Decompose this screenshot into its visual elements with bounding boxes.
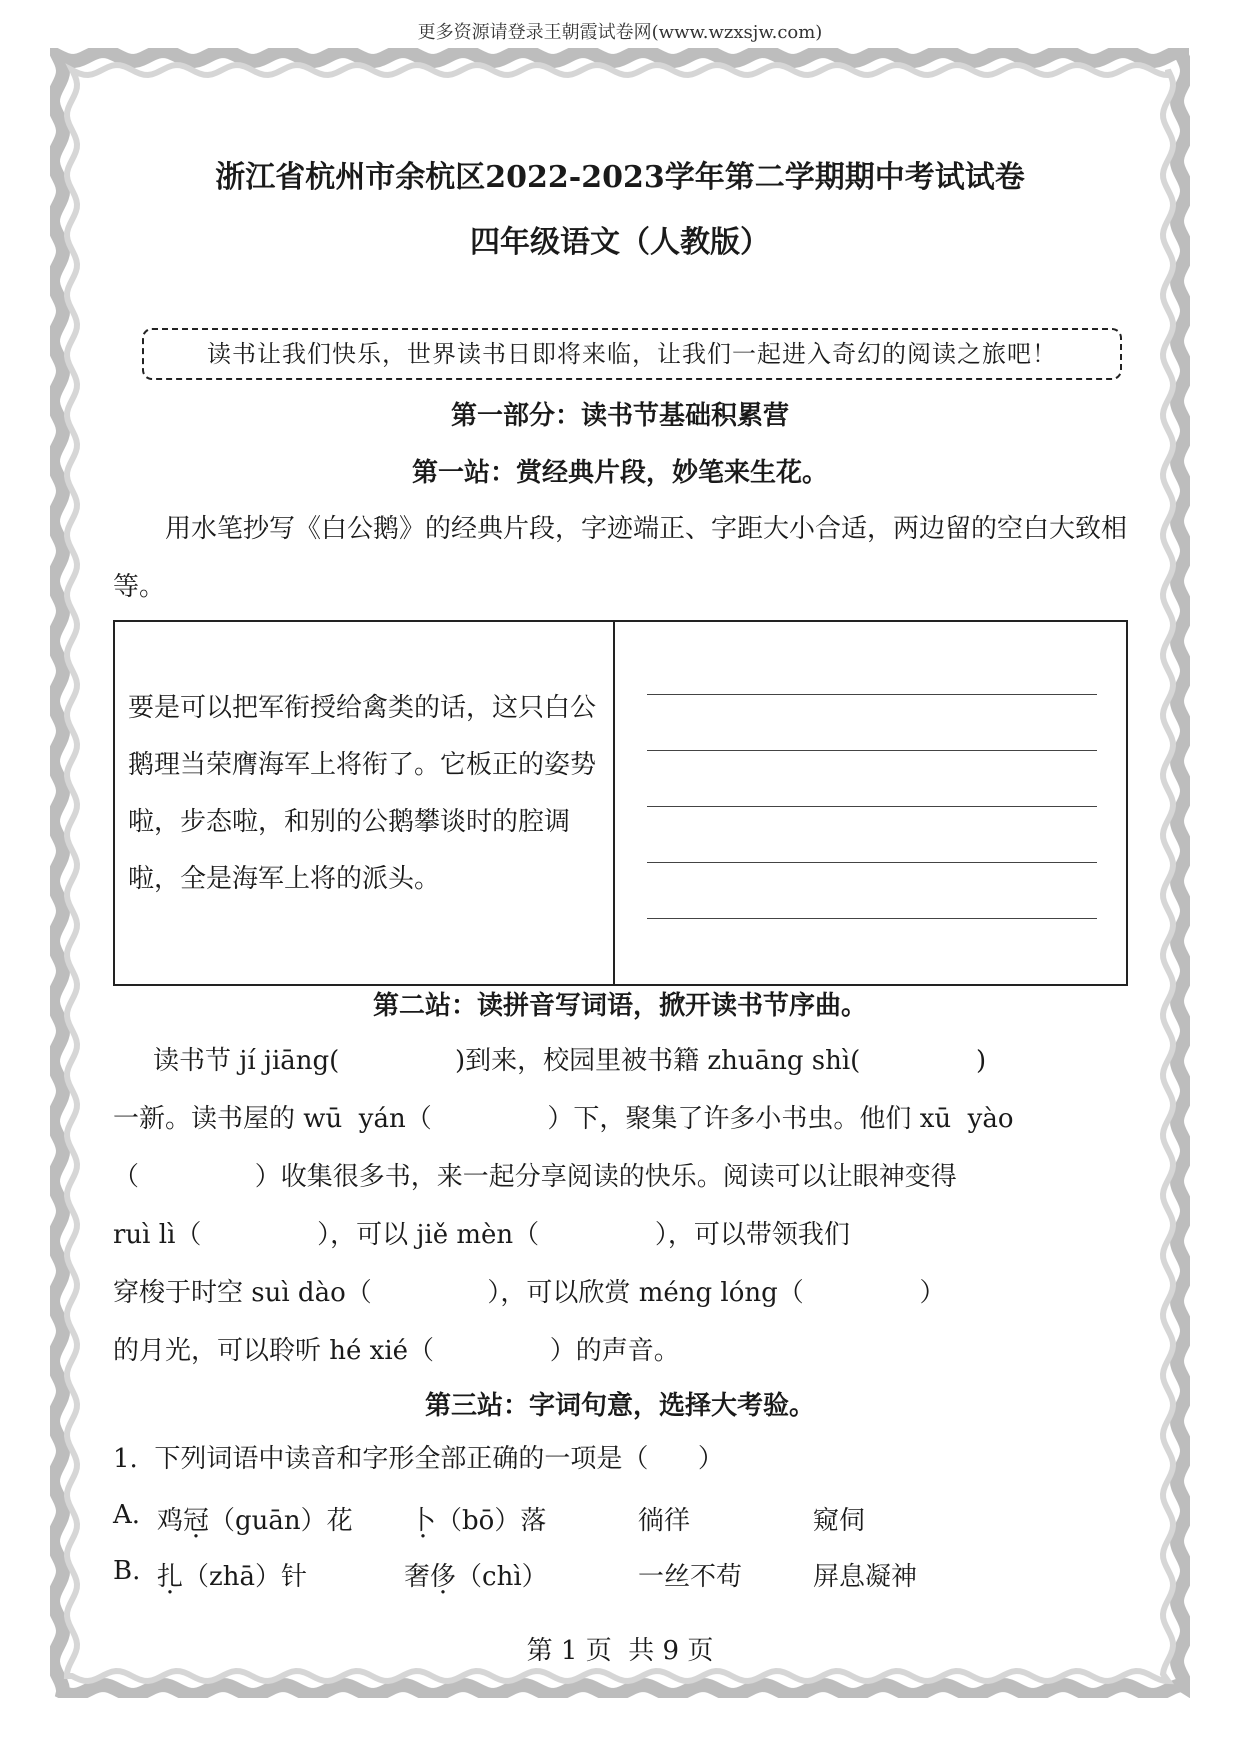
pinyin-line: （ ）收集很多书，来一起分享阅读的快乐。阅读可以让眼神变得 <box>113 1162 957 1192</box>
copy-table <box>113 620 1128 986</box>
pinyin-line: 的月光，可以聆听 hé xié（ ）的声音。 <box>113 1336 680 1366</box>
option-b-word3: 一丝不苟 <box>638 1562 743 1592</box>
station1-heading: 第一站：赏经典片段，妙笔来生花。 <box>411 458 828 488</box>
option-a-word1: 鸡冠（guān）花 <box>157 1506 353 1536</box>
pinyin-line: 一新。读书屋的 wū yán（ ）下，聚集了许多小书虫。他们 xū yào <box>113 1104 1014 1134</box>
station2-heading: 第二站：读拼音写词语，掀开读书节序曲。 <box>372 991 867 1021</box>
question-1: 1. 下列词语中读音和字形全部正确的一项是（ ） <box>113 1444 724 1474</box>
exam-title: 浙江省杭州市余杭区2022-2023学年第二学期期中考试试卷 <box>215 160 1025 195</box>
station2-text <box>113 1032 1130 1380</box>
option-a-word4: 窥伺 <box>813 1506 866 1536</box>
part1-heading: 第一部分：读书节基础积累营 <box>450 401 789 431</box>
option-b-label: B. <box>113 1556 141 1586</box>
option-b-word2: 奢侈（chì） <box>404 1562 548 1592</box>
writing-line[interactable] <box>647 750 1097 751</box>
station3-heading: 第三站：字词句意，选择大考验。 <box>424 1391 815 1421</box>
writing-line[interactable] <box>647 918 1097 919</box>
pinyin-line: ruì lì（ ），可以 jiě mèn（ ），可以带领我们 <box>113 1220 850 1250</box>
option-b-word1: 扎（zhā）针 <box>157 1562 307 1592</box>
option-b-word4: 屏息凝神 <box>813 1562 918 1592</box>
passage-cell <box>115 622 615 984</box>
site-header: 更多资源请登录王朝霞试卷网(www.wzxsjw.com) <box>417 22 823 43</box>
option-a-word2: 卜（bō）落 <box>410 1506 547 1536</box>
writing-line[interactable] <box>647 862 1097 863</box>
option-b[interactable] <box>113 1556 140 1586</box>
pinyin-line: 读书节 jí jiāng( )到来，校园里被书籍 zhuāng shì( ) <box>153 1046 987 1076</box>
option-a[interactable] <box>113 1500 140 1530</box>
option-a-word3: 徜徉 <box>638 1506 691 1536</box>
pinyin-line: 穿梭于时空 suì dào（ ），可以欣赏 méng lóng（ ） <box>113 1278 946 1308</box>
writing-line[interactable] <box>647 806 1097 807</box>
writing-line[interactable] <box>647 694 1097 695</box>
slogan-box: 读书让我们快乐，世界读书日即将来临，让我们一起进入奇幻的阅读之旅吧！ <box>142 328 1122 380</box>
passage-text: 要是可以把军衔授给禽类的话，这只白公鹅理当荣膺海军上将衔了。它板正的姿势啦，步态啦，和别的公鹅攀谈时的腔调啦，全是海军上将的派头。 <box>128 693 597 894</box>
exam-subtitle: 四年级语文（人教版） <box>470 225 770 260</box>
page-footer: 第 1 页 共 9 页 <box>526 1636 714 1666</box>
option-a-label: A. <box>113 1500 141 1530</box>
station1-instruction: 用水笔抄写《白公鹅》的经典片段，字迹端正、字距大小合适，两边留的空白大致相等。 <box>113 514 1128 602</box>
